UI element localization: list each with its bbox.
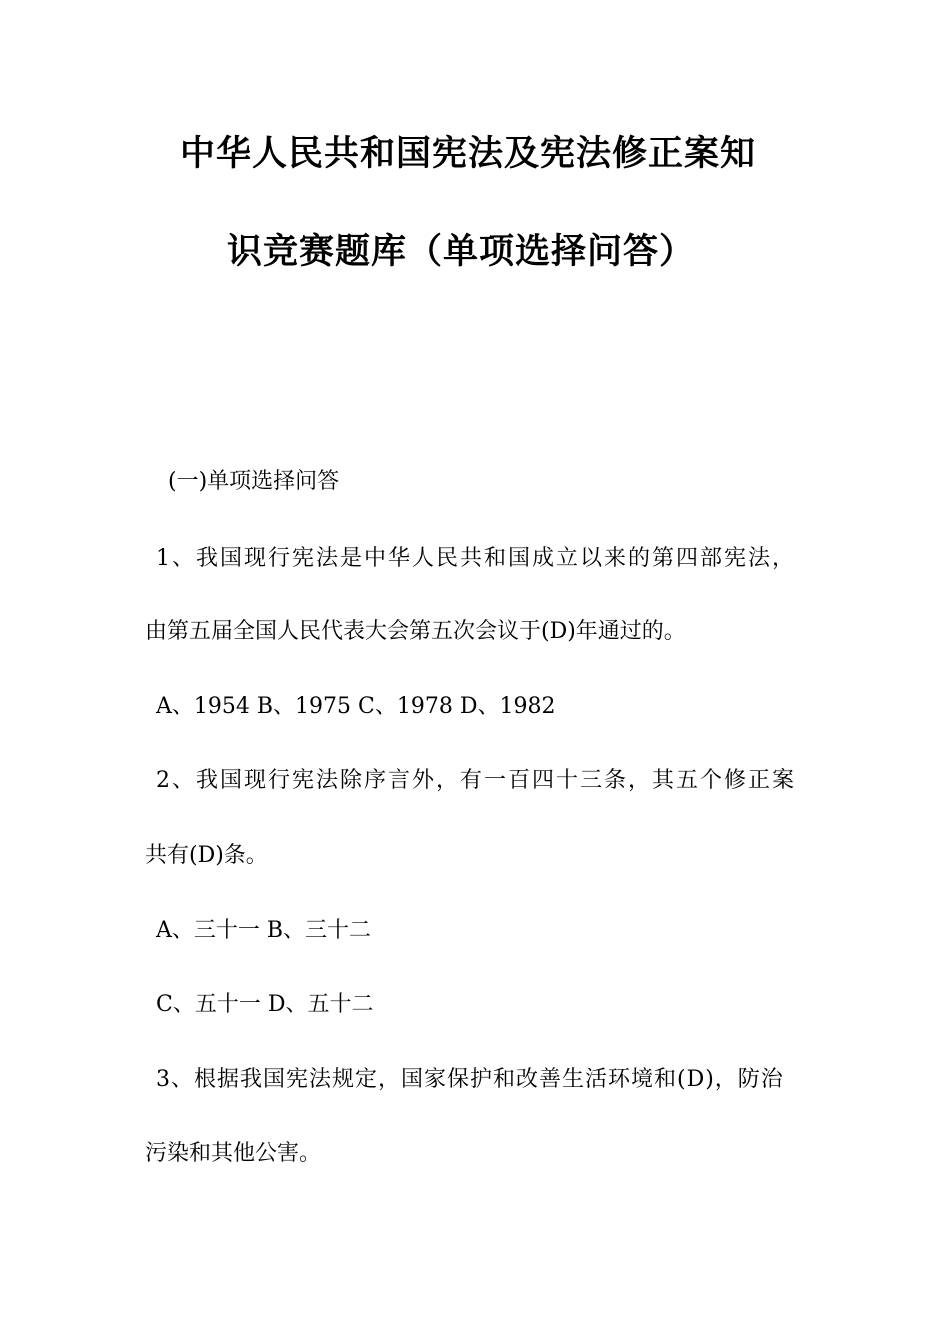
document-title-line-1: 中华人民共和国宪法及宪法修正案知 (180, 134, 757, 174)
question-3-text-line-1: 3、根据我国宪法规定，国家保护和改善生活环境和(D)，防治 (156, 1067, 784, 1092)
question-2-options-line-2: C、五十一 D、五十二 (156, 992, 374, 1017)
document-title-line-2: 识竞赛题库（单项选择问答） (227, 232, 696, 272)
question-2-text-line-2: 共有(D)条。 (145, 843, 268, 868)
question-1-text-line-2: 由第五届全国人民代表大会第五次会议于(D)年通过的。 (145, 619, 686, 644)
question-1-text-line-1: 1、我国现行宪法是中华人民共和国成立以来的第四部宪法， (156, 546, 796, 571)
question-3-text-line-2: 污染和其他公害。 (145, 1141, 322, 1166)
section-heading: (一)单项选择问答 (168, 469, 340, 494)
question-2-options-line-1: A、三十一 B、三十二 (156, 918, 372, 943)
question-2-text-line-1: 2、我国现行宪法除序言外，有一百四十三条，其五个修正案 (156, 768, 796, 793)
question-1-options: A、1954 B、1975 C、1978 D、1982 (156, 694, 556, 719)
